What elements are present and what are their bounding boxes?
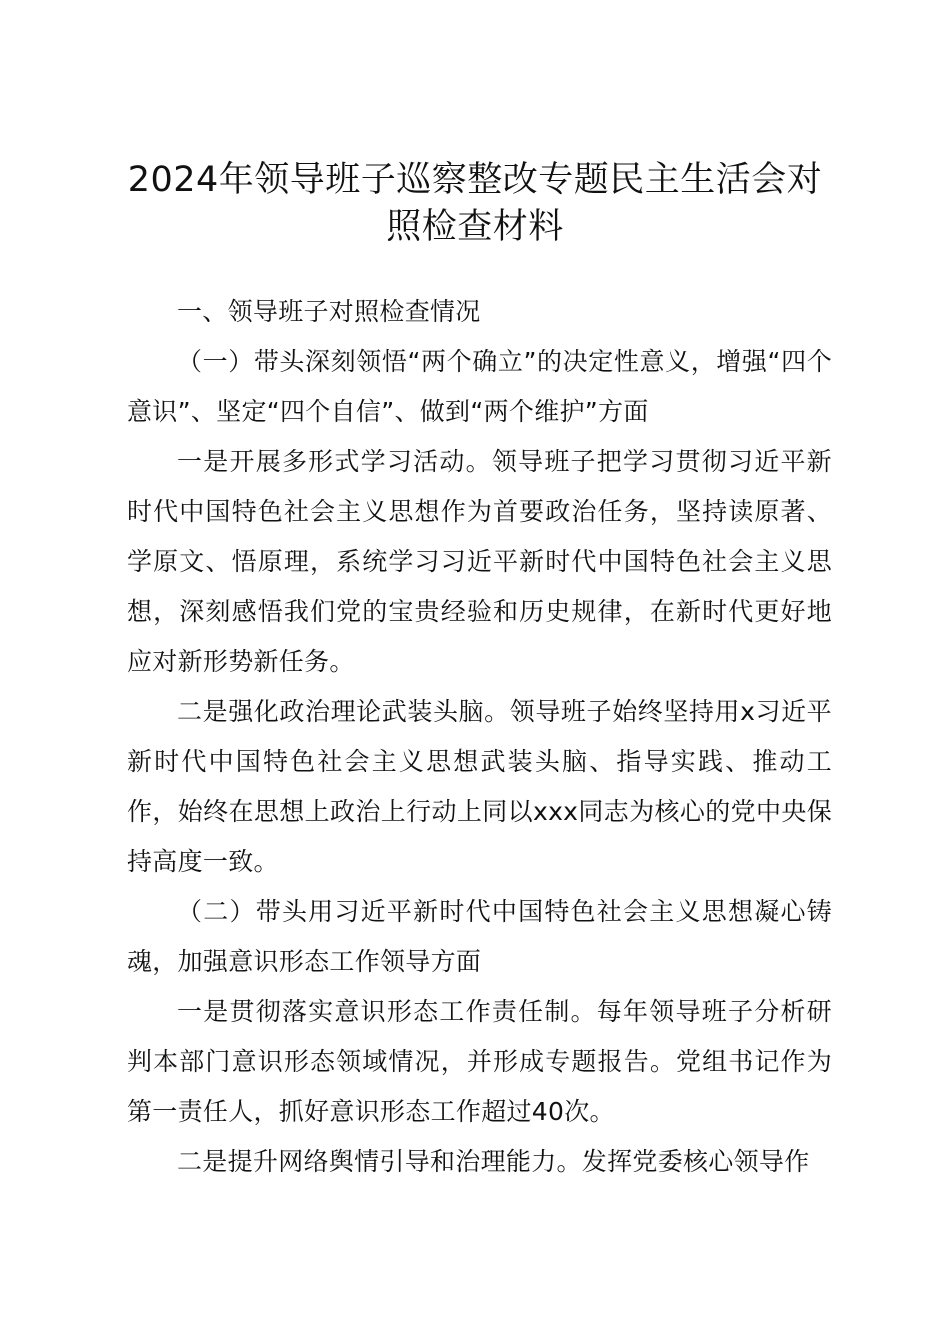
document-title: 2024年领导班子巡察整改专题民主生活会对照检查材料	[127, 160, 823, 247]
subsection-heading-2: （二）带头用习近平新时代中国特色社会主义思想凝心铸魂，加强意识形态工作领导方面	[127, 897, 832, 976]
paragraph-2: 二是强化政治理论武装头脑。领导班子始终坚持用x习近平新时代中国特色社会主义思想武装头脑、指导实践、推动工作，始终在思想上政治上行动上同以xxx同志为核心的党中央保持高度一致。	[127, 697, 832, 876]
document-body	[127, 287, 832, 1187]
paragraph-4: 二是提升网络舆情引导和治理能力。发挥党委核心领导作	[177, 1147, 810, 1176]
paragraph-1: 一是开展多形式学习活动。领导班子把学习贯彻习近平新时代中国特色社会主义思想作为首要政治任务，坚持读原著、学原文、悟原理，系统学习习近平新时代中国特色社会主义思想，深刻感悟我们党的宝贵经验和历史规律，在新时代更好地应对新形势新任务。	[127, 447, 832, 676]
subsection-heading-1: （一）带头深刻领悟“两个确立”的决定性意义，增强“四个意识”、坚定“四个自信”、做到“两个维护”方面	[127, 347, 832, 426]
section-heading-1: 一、领导班子对照检查情况	[177, 297, 481, 326]
paragraph-3: 一是贯彻落实意识形态工作责任制。每年领导班子分析研判本部门意识形态领域情况，并形成专题报告。党组书记作为第一责任人，抓好意识形态工作超过40次。	[127, 997, 832, 1126]
